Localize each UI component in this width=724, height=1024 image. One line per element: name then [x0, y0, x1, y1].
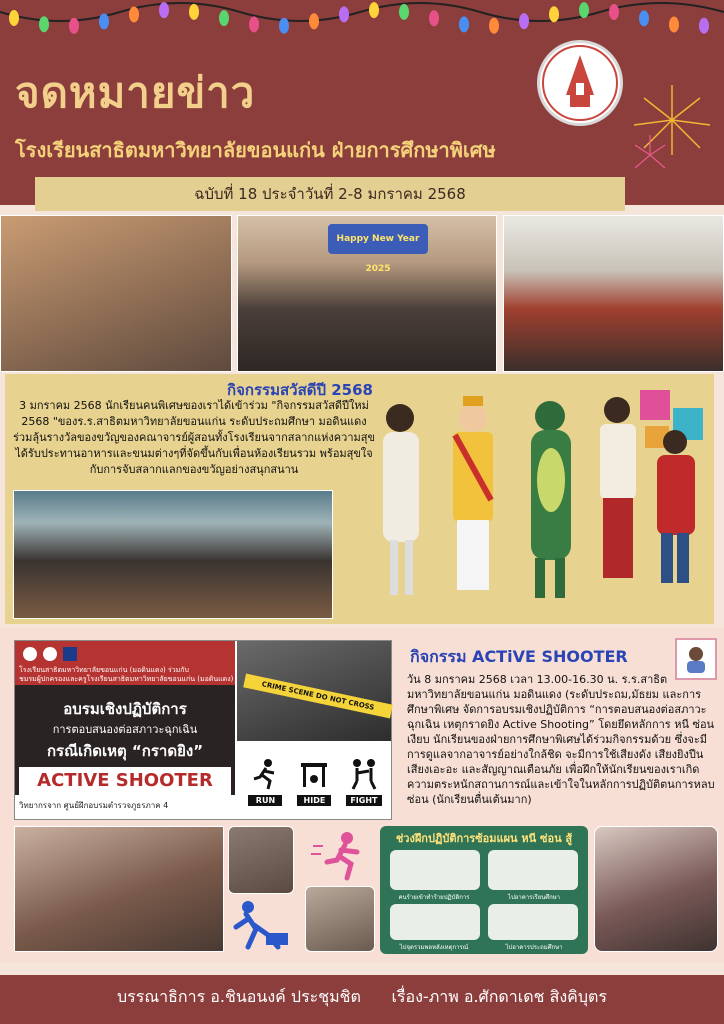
drill-photo-1 — [390, 850, 480, 890]
run-hide-fight-row — [241, 745, 389, 817]
light-bulb — [609, 4, 619, 20]
poster-org: โรงเรียนสาธิตมหาวิทยาลัยขอนแก่น (มอดินแดง) ร่วมกับ — [19, 666, 189, 674]
light-bulb — [699, 18, 709, 34]
light-bulb — [429, 10, 439, 26]
stage-banner: Happy New Year 2025 — [328, 224, 428, 254]
light-bulb — [219, 10, 229, 26]
fireworks-decoration — [620, 80, 724, 190]
photo-under-table — [305, 886, 375, 952]
light-bulb — [9, 10, 19, 26]
editor-credit: บรรณาธิการ อ.ชินอนงค์ ประชุมชิต — [116, 987, 361, 1006]
light-bulb — [189, 4, 199, 20]
light-bulb — [669, 17, 679, 33]
police-badge-icon — [63, 647, 77, 661]
training-poster — [14, 640, 392, 820]
light-bulb — [309, 13, 319, 29]
drill-caption-3: ไปจุดรวมพลหลังเหตุการณ์ — [399, 944, 469, 951]
drill-title: ช่วงฝึกปฏิบัติการซ้อมแผน หนี ซ่อน สู้ — [395, 832, 573, 845]
poster-heading: อบรมเชิงปฏิบัติการ — [63, 700, 187, 718]
seal-icon-2 — [43, 647, 57, 661]
light-bulb — [399, 4, 409, 20]
light-bulb — [369, 2, 379, 18]
poster-line3: กรณีเกิดเหตุ “กราดยิง” — [46, 742, 204, 760]
photo-kids-eating — [0, 215, 232, 372]
section1-body: 3 มกราคม 2568 นักเรียนคนพิเศษของเราได้เข้าร่วม "กิจกรรมสวัสดีปีใหม่ 2568 "ของร.ร.สาธิตมหาวิทยาลัยขอนแก่น ระดับประถมศึกษา มอดินแดง ร่วมลุ้นรางวัลของขวัญของคณาจารย์ผู้สอนทั้งโรงเรียนจากสลากแห่งความสุข ได้รับประทานอาหารและขนมต่างๆที่จัดขึ้นกับเพื่อนห้องเรียนรวม พร้อมสุขใจกับการจับสลากแลกของขวัญอย่างสนุกสนาน — [13, 399, 375, 476]
photo-student-hiding — [228, 826, 294, 894]
photo-students-sheltering — [594, 826, 718, 952]
photo-new-year-stage — [237, 215, 497, 372]
fight-step: FIGHT — [346, 757, 381, 806]
running-figure-icon — [305, 826, 375, 884]
drill-caption-2: ไปอาคารเรียนศึกษา — [507, 894, 561, 901]
drill-photo-4 — [488, 904, 578, 940]
photo-classroom-briefing — [14, 826, 224, 952]
light-bulb — [339, 6, 349, 22]
light-bulb — [159, 2, 169, 18]
active-shooter-label: ACTIVE SHOOTER — [19, 767, 231, 795]
poster-photo — [237, 641, 391, 741]
crime-tape: CRIME SCENE DO NOT CROSS — [243, 674, 393, 719]
page-subtitle: โรงเรียนสาธิตมหาวิทยาลัยขอนแก่น ฝ่ายการศึกษาพิเศษ — [15, 138, 496, 162]
light-bulb — [579, 2, 589, 18]
poster-line2: การตอบสนองต่อสภาวะฉุกเฉิน — [52, 723, 198, 736]
seal-icon-1 — [23, 647, 37, 661]
light-bulb — [279, 18, 289, 34]
photo-gym-gathering — [13, 490, 333, 619]
issue-banner: ฉบับที่ 18 ประจำวันที่ 2-8 มกราคม 2568 — [35, 177, 625, 211]
light-bulb — [129, 6, 139, 22]
light-bulb — [249, 16, 259, 32]
light-bulb — [99, 13, 109, 29]
poster-header — [15, 641, 235, 685]
page-title: จดหมายข่าว — [15, 68, 256, 117]
escaping-figure-icon — [228, 897, 294, 952]
light-bulb — [519, 13, 529, 29]
section1-title: กิจกรรมสวัสดีปี 2568 — [227, 381, 373, 399]
run-step: RUN — [248, 757, 282, 806]
hide-step: HIDE — [297, 757, 331, 806]
drill-photo-3 — [390, 904, 480, 940]
costume-kids-illustration — [355, 380, 715, 620]
light-bulb — [489, 18, 499, 34]
photo-students-hall — [503, 215, 724, 372]
hiding-person-icon — [297, 757, 331, 791]
poster-org2: ชมรมผู้ปกครองและครูโรงเรียนสาธิตมหาวิทยาลัยขอนแก่น (มอดินแดง) — [19, 675, 233, 683]
poster-speaker: วิทยากรจาก ศูนย์ฝึกอบรมตำรวจภูธรภาค 4 — [19, 801, 169, 810]
drill-caption-4: ไปอาคารประถมศึกษา — [505, 944, 563, 951]
story-photo-credit: เรื่อง-ภาพ อ.ศักดาเดช สิงคิบุตร — [391, 987, 607, 1006]
footer-credits — [0, 985, 724, 1010]
drill-infographic — [380, 826, 588, 954]
light-bulb — [549, 6, 559, 22]
light-bulb — [69, 18, 79, 34]
school-logo — [537, 40, 623, 126]
section2-title: กิจกรรม ACTiVE SHOOTER — [410, 647, 628, 666]
light-bulb — [459, 16, 469, 32]
running-person-icon — [248, 757, 282, 791]
light-bulb — [39, 16, 49, 32]
drill-caption-1: คนร้ายเข้าทำร้ายปฏิบัติการ — [398, 894, 470, 901]
light-bulb — [639, 10, 649, 26]
fighting-people-icon — [347, 757, 381, 791]
section2-body: วัน 8 มกราคม 2568 เวลา 13.00-16.30 น. ร.ร.สาธิตมหาวิทยาลัยขอนแก่น มอดินแดง (ระดับประถม,มัธยม และการศึกษาพิเศษ จัดการอบรมเชิงปฏิบัติการ “การตอบสนองต่อสภาวะฉุกเฉิน เหตุกราดยิง Active Shooting” โดยยึดหลักการ หนี ซ่อน เงียบ นักเรียนของฝ่ายการศึกษาพิเศษได้ร่วมกิจกรรมด้วย ซึ่งจะมีการดูแลจากอาจารย์อย่างใกล้ชิด จะมีการใช้เสียงดัง เสียงยิงปืน เสียงเอะอะ และสัญญาณเตือนภัย เพื่อฝึกให้นักเรียนของเราเกิดความตระหนักสถานการณ์และเข้าใจในหลักการปฏิบัติตนการหลบซ่อน (นักเรียนตื่นเต้นมาก) — [407, 673, 715, 806]
drill-photo-2 — [488, 850, 578, 890]
